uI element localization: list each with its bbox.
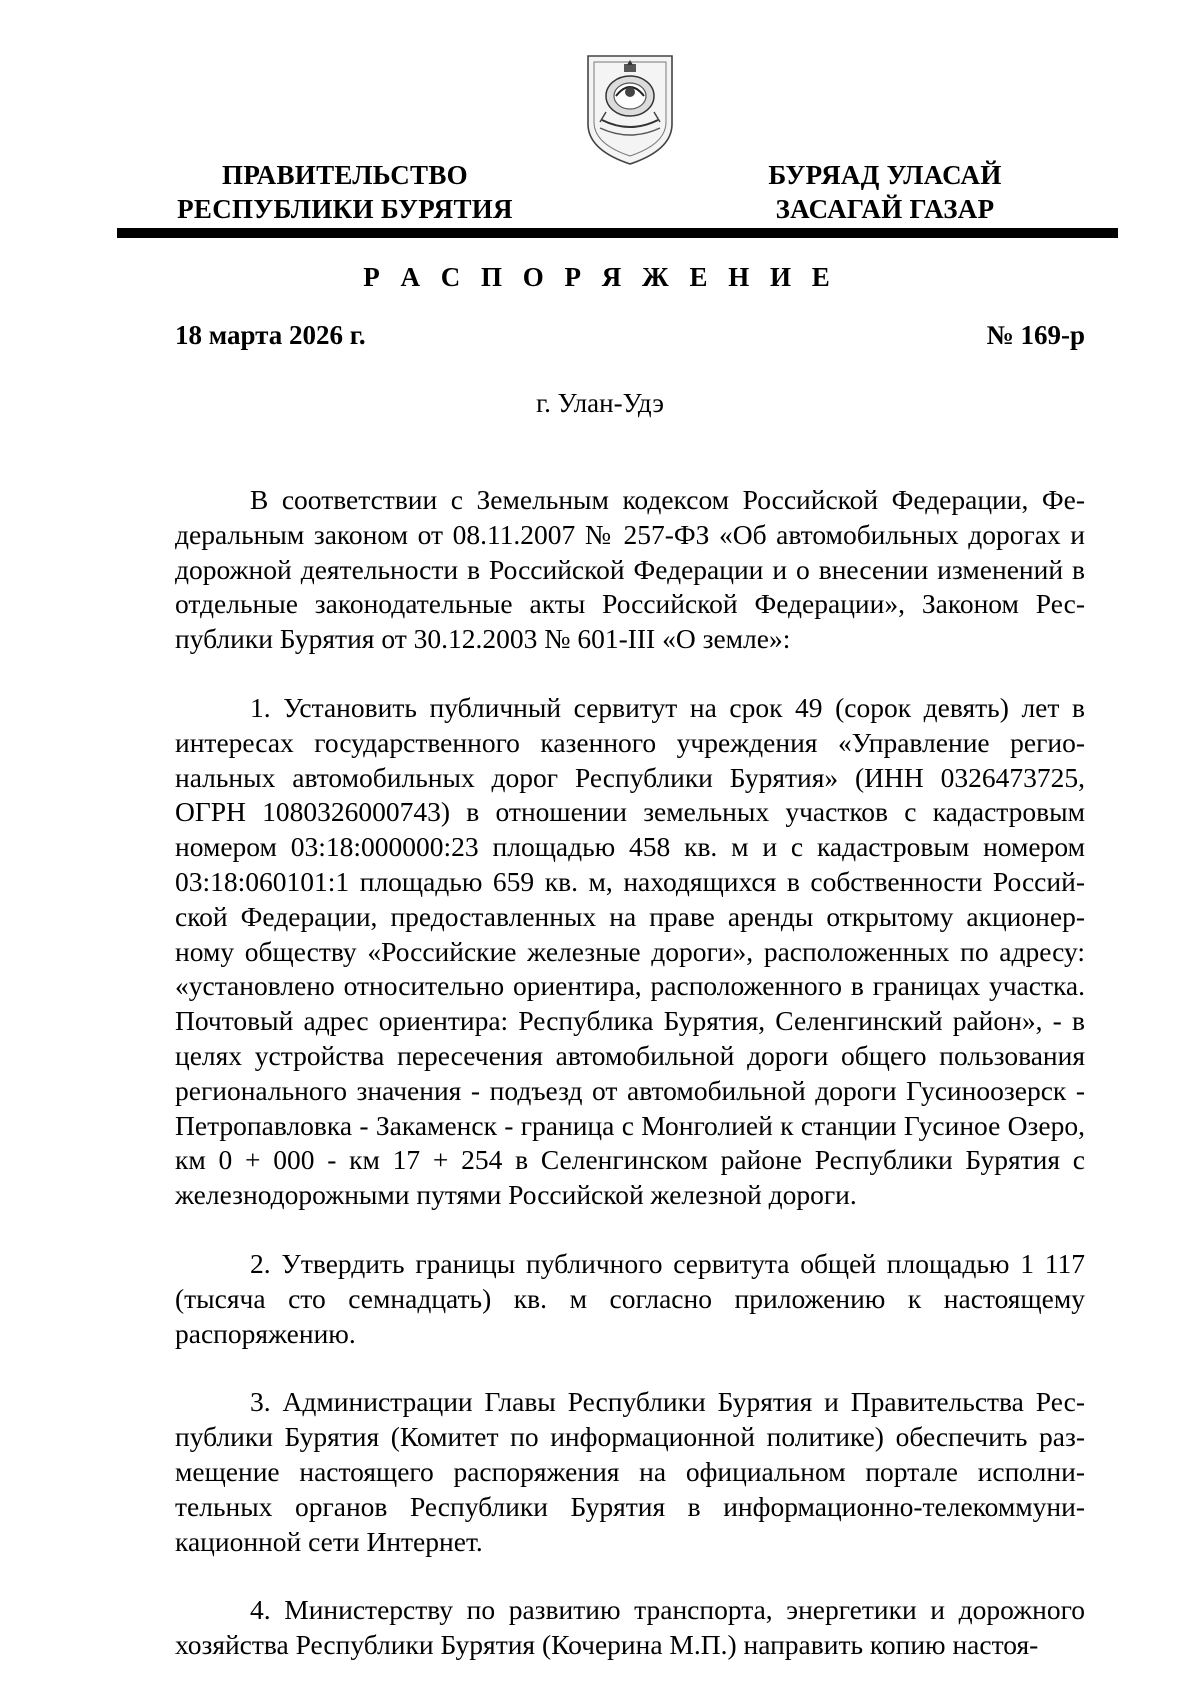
item-1-paragraph: 1. Установить публичный сервитут на срок 49 (сорок девять) лет в интересах государственного казенного учреждения «Управление региональных автомобильных дорог Республики Бурятия» (ИНН 0326473725, ОГРН 1080326000743) в отношении земельных участков с кадастровым номером 03:18:000000:23 площадью 458 кв. м и с кадастровым номером 03:18:060101:1 площадью 659 кв. м, находящихся в собственности Российской Федерации, предоставленных на праве аренды открытому акционерному обществу «Российские железные дороги», расположенных по адресу: «установлено относительно ориентира, расположенного в границах участка. Почтовый адрес ориентира: Республика Бурятия, Селенгинский район», - в целях устройства пересечения автомобильной дороги общего пользования регионального значения - подъезд от автомобильной дороги Гусиноозерск - Петропавловка - Закаменск - граница с Монголией к станции Гусиное Озеро, км 0 + 000 - км 17 + 254 в Селенгинском районе Республики Бурятия с железнодорожными путями Российской железной дороги. [175,691,1085,1211]
header-left-block [155,158,535,226]
header-left-line1: ПРАВИТЕЛЬСТВО [222,160,468,190]
header-right-block [725,158,1045,226]
item-3-paragraph: 3. Администрации Главы Республики Бурятия и Правительства Республики Бурятия (Комитет по информационной политике) обеспечить размещение настоящего распоряжения на официальном портале исполнительных органов Республики Бурятия в информационно-телекоммуникационной сети Интернет. [175,1386,1085,1557]
item-4-paragraph: 4. Министерству по развитию транспорта, энергетики и дорожного хозяйства Республики Бурятия (Кочерина М.П.) направить копию настоя- [175,1594,1085,1661]
header-left-line2: РЕСПУБЛИКИ БУРЯТИЯ [177,194,513,224]
document-body [175,483,1085,1697]
header-right-line1: БУРЯАД УЛАСАЙ [768,160,1002,190]
header-right-line2: ЗАСАГАЙ ГАЗАР [775,194,995,224]
document-date: 18 марта 2026 г. [175,320,366,350]
document-number: № 169-р [986,320,1085,350]
header-divider [117,228,1118,238]
coat-of-arms-icon [580,50,680,168]
document-title: Р А С П О Р Я Ж Е Н И Е [363,262,837,292]
document-city: г. Улан-Удэ [536,388,664,418]
item-2-paragraph: 2. Утвердить границы публичного сервитута общей площадью 1 117 (тысяча сто семнадцать) кв. м согласно приложению к настоящему распоряжению. [175,1247,1085,1349]
preamble-paragraph: В соответствии с Земельным кодексом Российской Федерации, Федеральным законом от 08.11.2007 № 257-ФЗ «Об автомобильных дорогах и дорожной деятельности в Российской Федерации и о внесении изменений в отдельные законодательные акты Российской Федерации», Законом Республики Бурятия от 30.12.2003 № 601-III «О земле»: [175,484,1085,655]
